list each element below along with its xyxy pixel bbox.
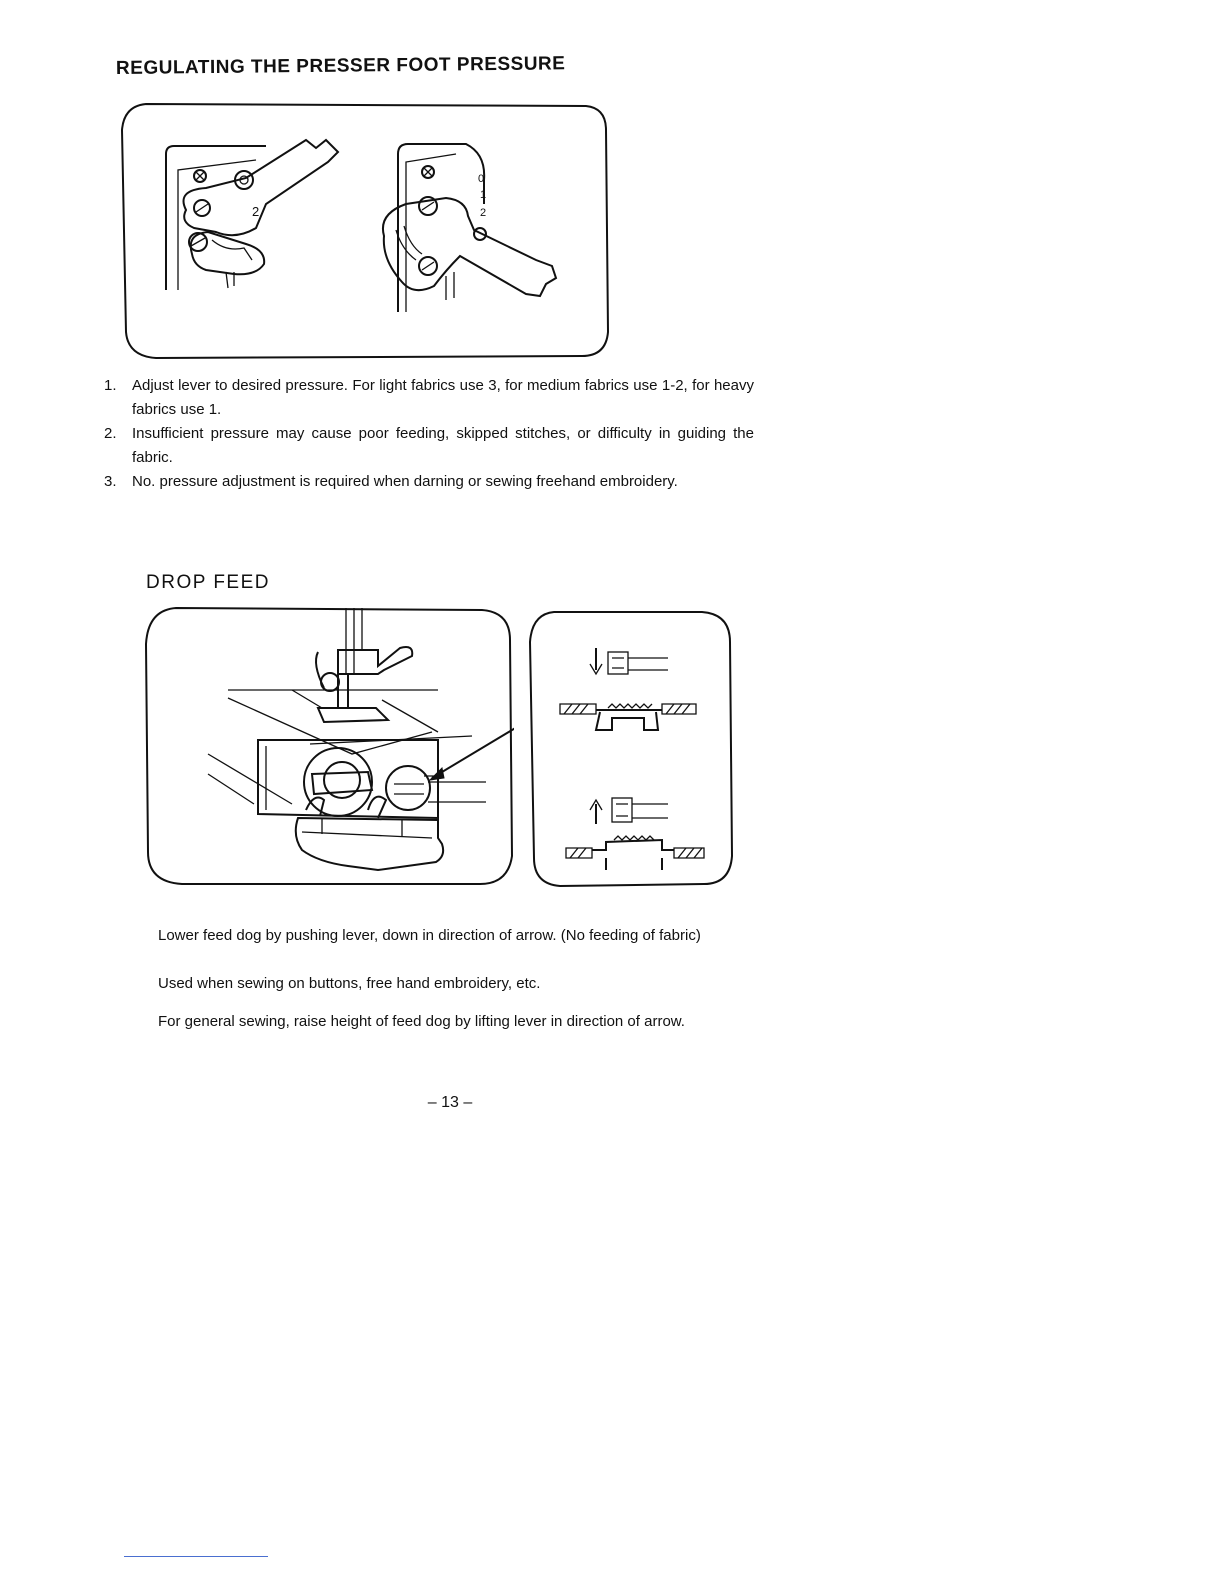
right-dial-label-0: 0 [478, 173, 485, 185]
list-item [104, 470, 754, 494]
drop-feed-paragraph: Used when sewing on buttons, free hand embroidery, etc. [158, 975, 541, 992]
feed-dog-raised [566, 798, 704, 870]
pressure-steps-list [104, 374, 754, 494]
left-dial-label: 2 [252, 204, 260, 219]
left-lever-illustration [166, 140, 338, 290]
section-title-drop-feed: DROP FEED [146, 572, 271, 593]
drop-feed-machine-figure [142, 604, 514, 888]
step-text: No. pressure adjustment is required when darning or sewing freehand embroidery. [132, 473, 678, 490]
step-text: Insufficient pressure may cause poor feeding, skipped stitches, or difficulty in guiding the fabric. [132, 425, 754, 466]
right-dial-label-2: 2 [480, 207, 487, 219]
list-item [104, 422, 754, 470]
footer-rule [124, 1556, 268, 1557]
step-number: 3. [104, 473, 117, 490]
right-dial-label-1: 1 [480, 189, 487, 201]
step-number: 1. [104, 377, 117, 394]
section-title-presser-foot: REGULATING THE PRESSER FOOT PRESSURE [115, 53, 566, 79]
feed-dog-positions-figure [526, 608, 736, 890]
feed-dog-lowered [560, 648, 696, 730]
page-number: – 13 – [427, 1094, 473, 1111]
list-item [104, 374, 754, 422]
drop-feed-paragraph: Lower feed dog by pushing lever, down in direction of arrow. (No feeding of fabric) [158, 927, 701, 944]
step-number: 2. [104, 425, 117, 442]
drop-feed-paragraph: For general sewing, raise height of feed dog by lifting lever in direction of arrow. [158, 1013, 685, 1030]
presser-foot-figure [116, 100, 616, 362]
right-lever-illustration [383, 144, 556, 312]
step-text: Adjust lever to desired pressure. For light fabrics use 3, for medium fabrics use 1-2, for heavy fabrics use 1. [132, 377, 754, 418]
